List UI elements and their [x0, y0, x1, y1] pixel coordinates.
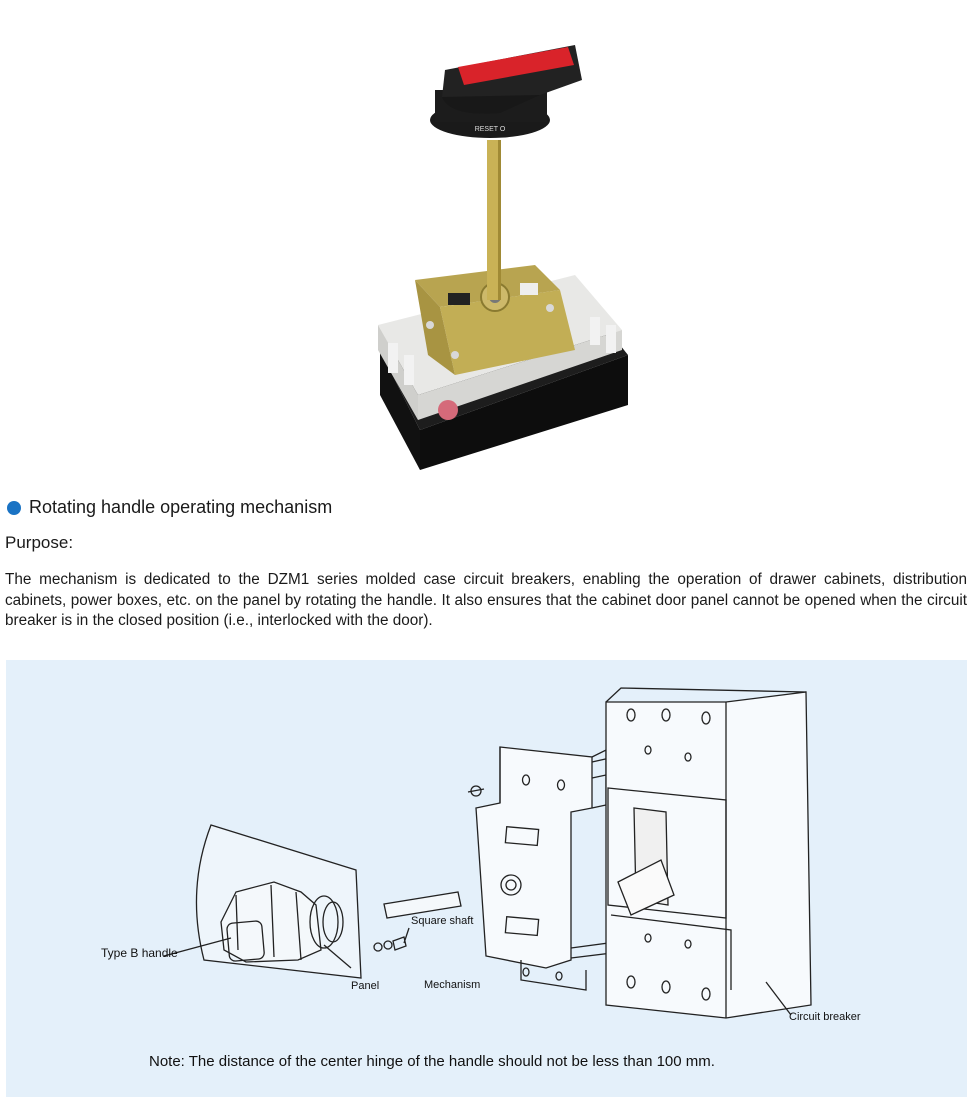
diagram-note: Note: The distance of the center hinge of the handle should not be less than 100 mm.	[149, 1053, 715, 1070]
label-panel: Panel	[351, 980, 380, 992]
label-mechanism: Mechanism	[424, 979, 481, 991]
section-title	[7, 497, 332, 518]
section-title-text: Rotating handle operating mechanism	[29, 497, 333, 517]
purpose-heading: Purpose:	[5, 533, 74, 552]
assembly-diagram	[6, 660, 967, 1097]
label-type-b-handle: Type B handle	[101, 946, 178, 960]
label-square-shaft: Square shaft	[411, 915, 474, 927]
exploded-view-drawing	[6, 660, 967, 1097]
product-photo	[360, 25, 635, 475]
handle-marks: RESET O	[474, 126, 506, 133]
description-paragraph: The mechanism is dedicated to the DZM1 series molded case circuit breakers, enabling the operation of drawer cabinets, distribution cabinets, power boxes, etc. on the panel by rotating the handle. It also ensures that the cabinet door panel cannot be opened when the circuit breaker is in the closed position (i.e., interlocked with the door).	[5, 571, 967, 629]
label-circuit-breaker: Circuit breaker	[789, 1011, 861, 1023]
bullet-icon	[7, 501, 21, 515]
handle-mechanism-illustration	[360, 25, 635, 475]
